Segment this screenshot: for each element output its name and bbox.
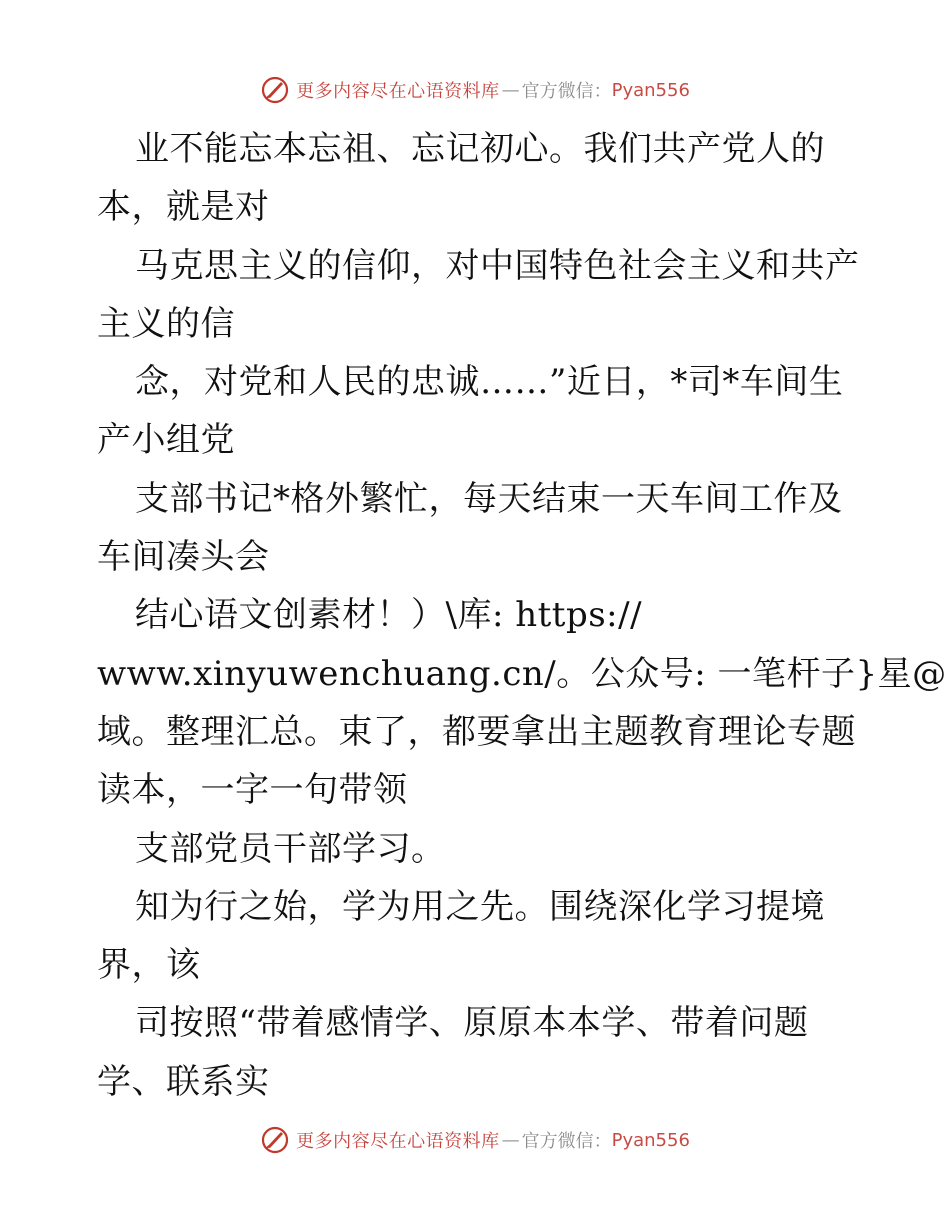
text-line: 读本，一字一句带领 — [97, 770, 408, 811]
text-line: 结心语文创素材！）\库: https:// — [135, 595, 643, 636]
document-body — [97, 120, 947, 1111]
text-line: 知为行之始，学为用之先。围绕深化学习提境 — [135, 886, 825, 927]
text-line: 域。整理汇总。束了，都要拿出主题教育理论专题 — [97, 711, 856, 752]
watermark-main-text: 更多内容尽在心语资料库 — [296, 1131, 500, 1152]
quill-logo-icon — [260, 1125, 290, 1155]
text-line: 产小组党 — [97, 420, 235, 461]
watermark-label: 官方微信： — [521, 1131, 612, 1152]
text-line: 念，对党和人民的忠诚……”近日，*司*车间生 — [135, 362, 844, 403]
text-line: www.xinyuwenchuang.cn/。公众号: 一笔杆子}星@ — [97, 653, 947, 694]
text-line: 车间凑头会 — [97, 537, 270, 578]
text-line: 司按照“带着感情学、原原本本学、带着问题 — [135, 1003, 809, 1044]
text-line: 支部书记*格外繁忙，每天结束一天车间工作及 — [135, 478, 843, 519]
header-watermark — [0, 70, 950, 110]
text-line: 主义的信 — [97, 303, 235, 344]
text-line: 学、联系实 — [97, 1061, 270, 1102]
footer-watermark — [0, 1120, 950, 1160]
text-line: 本，就是对 — [97, 187, 270, 228]
watermark-wechat-id: Pyan556 — [611, 1129, 690, 1151]
text-line: 界，该 — [97, 945, 201, 986]
quill-logo-icon — [260, 75, 290, 105]
watermark-main-text: 更多内容尽在心语资料库 — [296, 81, 500, 102]
text-line: 马克思主义的信仰，对中国特色社会主义和共产 — [135, 245, 860, 286]
text-line: 支部党员干部学习。 — [135, 828, 446, 869]
watermark-wechat-id: Pyan556 — [611, 79, 690, 101]
text-line: 业不能忘本忘祖、忘记初心。我们共产党人的 — [135, 129, 825, 169]
watermark-label: 官方微信： — [521, 81, 612, 102]
watermark-separator: — — [501, 79, 520, 101]
watermark-separator: — — [501, 1129, 520, 1151]
